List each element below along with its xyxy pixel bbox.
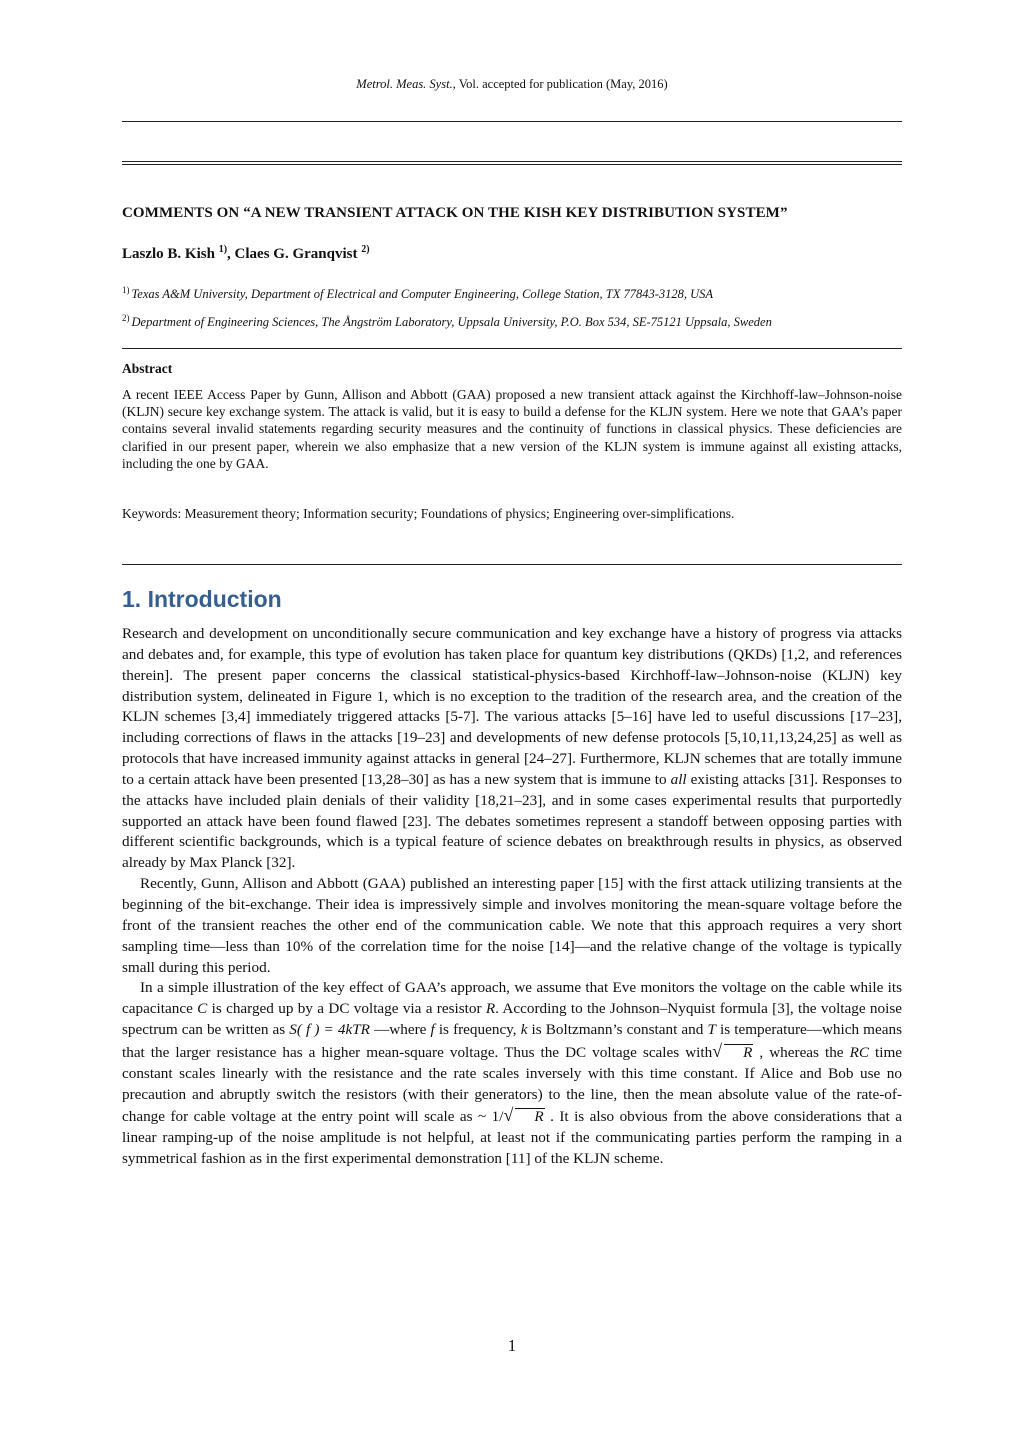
abstract-text: A recent IEEE Access Paper by Gunn, Allison and Abbott (GAA) proposed a new transient attack against the Kirchhoff-law–Johnson-noise (KLJN) secure key exchange system. The attack is valid, but it is easy to build a defense for the KLJN system. Here we note that GAA’s paper contains several invalid statements regarding security measures and the continuity of functions in classical physics. These deficiencies are clarified in our present paper, wherein we also emphasize that a new version of the KLJN system is immune against all existing attacks, including the one by GAA. xyxy=(122,387,902,471)
math-symbol: T xyxy=(707,1021,716,1039)
johnson-nyquist-formula: S( f ) = 4kTR xyxy=(289,1021,370,1039)
author-separator: , xyxy=(227,246,235,262)
sqrt-radicand: R xyxy=(515,1108,544,1125)
author-name: Claes G. Granqvist xyxy=(234,246,358,262)
math-symbol: R xyxy=(485,1000,496,1018)
affiliation-mark: 2) xyxy=(122,313,130,323)
abstract-rule xyxy=(122,348,902,349)
affiliation-mark: 1) xyxy=(122,285,130,295)
math-symbol: k xyxy=(520,1021,528,1039)
text-span: is temperature—which means that the larger resistance has a higher mean-square voltage. Thus the DC voltage scales with xyxy=(122,1021,902,1061)
paragraph xyxy=(122,978,902,1170)
running-header xyxy=(0,77,1024,92)
text-span: is Boltzmann’s constant and xyxy=(527,1021,708,1039)
text-span: , whereas the xyxy=(753,1043,850,1061)
title-rule-top xyxy=(122,161,902,162)
text-span: is charged up by a DC voltage via a resistor xyxy=(207,1000,486,1018)
affiliation-2 xyxy=(122,313,902,330)
math-symbol: RC xyxy=(849,1043,869,1061)
text-span: . It is also obvious from the above considerations that a linear ramping-up of the noise amplitude is not helpful, at least not if the communicating parties perform the ramping in a symmetrical fashion as in the first experimental demonstration [11] of the KLJN scheme. xyxy=(122,1108,902,1168)
paper-title: COMMENTS ON “A NEW TRANSIENT ATTACK ON THE KISH KEY DISTRIBUTION SYSTEM” xyxy=(122,205,788,221)
affiliation-1 xyxy=(122,285,902,302)
paragraph: Recently, Gunn, Allison and Abbott (GAA) published an interesting paper [15] with the first attack utilizing transients at the beginning of the bit-exchange. Their idea is impressively simple and involves monitoring the mean-square voltage before the front of the transient reaches the other end of the communication cable. We note that this approach requires a very short sampling time—less than 10% of the correlation time for the noise [14]—and the relative change of the voltage is typically small during this period. xyxy=(122,875,902,976)
paragraph xyxy=(122,624,902,874)
text-span: . According to the Johnson–Nyquist formula [3], the voltage noise spectrum can be written as xyxy=(122,1000,902,1039)
author-affiliation-mark: 2) xyxy=(361,244,370,255)
page-number: 1 xyxy=(507,1336,517,1355)
scaling-expression: ~ 1/ xyxy=(478,1108,504,1126)
text-span: Research and development on unconditionally secure communication and key exchange have a history of progress via attacks and debates and, for example, this type of evolution has taken place for quantum key distributions (QKDs) [1,2, and references therein]. The present paper concerns the classical statistical-physics-based Kirchhoff-law–Johnson-noise (KLJN) key distribution system, delineated in Figure 1, which is no exception to the tradition of the research area, and the creation of the KLJN schemes [3,4] immediately triggered attacks [5-7]. The various attacks [5–16] have led to useful discussions [17–23], including corrections of flaws in the attacks [19–23] and developments of new defense protocols [5,10,11,13,24,25] as well as protocols that have increased immunity against attacks in general [24–27]. Furthermore, KLJN schemes that are totally immune to a certain attack have been presented [13,28–30] as has a new system that is immune to xyxy=(122,625,902,788)
sqrt-icon: √ xyxy=(712,1040,723,1061)
section-heading: 1. Introduction xyxy=(122,586,282,612)
math-symbol: f xyxy=(430,1021,435,1039)
text-span: time constant scales linearly with the resistance and the rate scales inversely with this time constant. If Alice and Bob use no precaution and abruptly switch the resistors (with their generators) to the line, then the mean absolute value of the rate-of-change for cable voltage at the entry point will scale as xyxy=(122,1043,902,1126)
section-rule xyxy=(122,564,902,565)
header-rule xyxy=(122,121,902,122)
header-volume-info: , Vol. accepted for publication (May, 2016) xyxy=(452,77,668,91)
math-symbol: C xyxy=(197,1000,208,1018)
text-span: is frequency, xyxy=(434,1021,521,1039)
sqrt-icon: √ xyxy=(503,1105,514,1126)
affiliation-text: Department of Engineering Sciences, The Ångström Laboratory, Uppsala University, P.O. Box 534, SE-75121 Uppsala, Sweden xyxy=(131,315,772,329)
emphasis: all xyxy=(670,770,687,788)
text-span: existing attacks [31]. Responses to the attacks have included plain denials of their validity [18,21–23], and in some cases experimental results that purportedly supported an attack have been found flawed [23]. The debates sometimes represent a standoff between opposing parties with different scientific backgrounds, which is a typical feature of science debates on breakthrough results in physics, as observed already by Max Planck [32]. xyxy=(122,770,903,872)
author-name: Laszlo B. Kish xyxy=(122,246,215,262)
abstract-heading: Abstract xyxy=(122,361,173,376)
affiliation-text: Texas A&M University, Department of Electrical and Computer Engineering, College Station, TX 77843-3128, USA xyxy=(131,287,714,301)
journal-name: Metrol. Meas. Syst. xyxy=(356,77,453,91)
text-span: —where xyxy=(369,1021,431,1039)
introduction-body xyxy=(122,624,902,1170)
author-affiliation-mark: 1) xyxy=(218,244,228,255)
keywords: Keywords: Measurement theory; Information security; Foundations of physics; Engineering over-simplifications. xyxy=(122,506,735,521)
author-list xyxy=(122,244,902,263)
title-rule-bottom xyxy=(122,164,902,165)
text-span: In a simple illustration of the key effect of GAA’s approach, we assume that Eve monitors the voltage on the cable while its capacitance xyxy=(122,979,902,1018)
sqrt-radicand: R xyxy=(724,1044,753,1061)
